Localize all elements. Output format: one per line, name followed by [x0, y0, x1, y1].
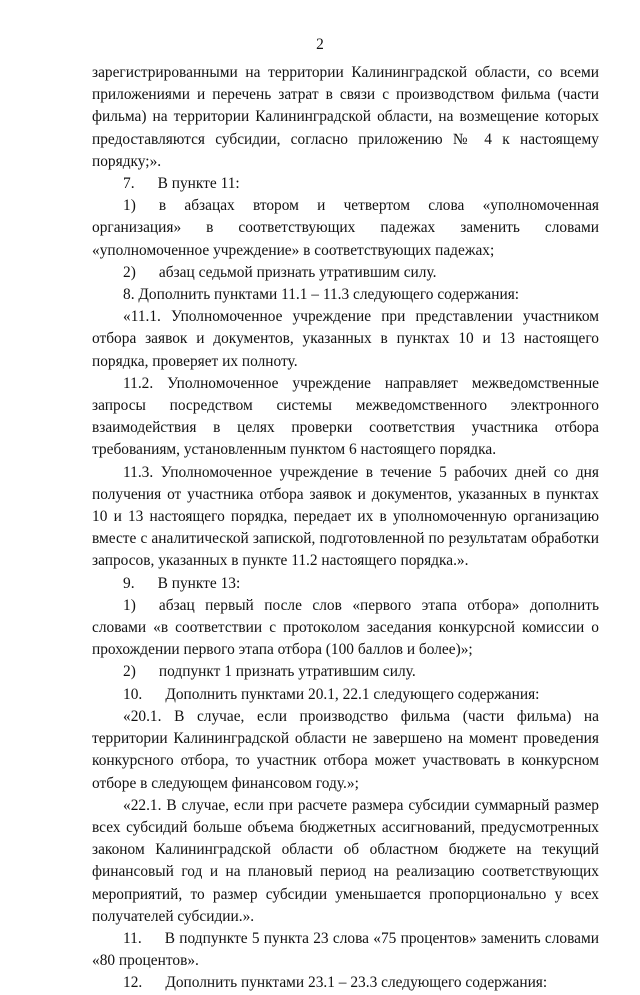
paragraph-item-7: 7. В пункте 11:	[123, 175, 240, 193]
paragraph-clause-11-1: «11.1. Уполномоченное учреждение при представлении участником отбора заявок и документов, указанных в пунктах 10 и 13 настоящего порядка, проверяет их полноту.	[92, 308, 599, 370]
paragraph-clause-20-1: «20.1. В случае, если производство фильма (части фильма) на территории Калининградской области не завершено на момент проведения конкурсного отбора, то участник отбора может участвовать в конкурсном отборе в следующем финансовом году.»;	[92, 707, 599, 792]
paragraph-item-7-1: 1) в абзацах втором и четвертом слова «уполномоченная организация» в соответствующих падежах заменить словами «уполномоченное учреждение» в соответствующих падежах;	[92, 197, 599, 259]
paragraph-clause-22-1: «22.1. В случае, если при расчете размера субсидии суммарный размер всех субсидий больше объема бюджетных ассигнований, предусмотренных законом Калининградской области об областном бюджете на текущий финансовый год и на плановый период на реализацию соответствующих мероприятий, то размер субсидии уменьшается пропорционально у всех получателей субсидии.».	[92, 796, 599, 925]
page-number: 2	[316, 36, 324, 53]
document-body	[92, 62, 599, 995]
paragraph-clause-11-2: 11.2. Уполномоченное учреждение направляет межведомственные запросы посредством системы межведомственного электронного взаимодействия в целях проверки соответствия участника отбора требованиям, установленным пунктом 6 настоящего порядка.	[92, 374, 599, 459]
paragraph-item-11: 11. В подпункте 5 пункта 23 слова «75 процентов» заменить словами «80 процентов».	[92, 929, 599, 970]
paragraph-item-9-1: 1) абзац первый после слов «первого этапа отбора» дополнить словами «в соответствии с протоколом заседания конкурсной комиссии о прохождении первого этапа отбора (100 баллов и более)»;	[92, 596, 599, 659]
paragraph-item-7-2: 2) абзац седьмой признать утратившим силу.	[123, 263, 437, 281]
paragraph-item-10: 10. Дополнить пунктами 20.1, 22.1 следующего содержания:	[123, 685, 540, 703]
paragraph-item-12: 12. Дополнить пунктами 23.1 – 23.3 следующего содержания:	[123, 974, 548, 992]
paragraph-item-9-2: 2) подпункт 1 признать утратившим силу.	[123, 663, 416, 681]
paragraph-item-9: 9. В пункте 13:	[123, 574, 241, 592]
paragraph-item-8: 8. Дополнить пунктами 11.1 – 11.3 следующего содержания:	[123, 286, 520, 304]
paragraph-clause-11-3: 11.3. Уполномоченное учреждение в течение 5 рабочих дней со дня получения от участника отбора заявок и документов, указанных в пунктах 10 и 13 настоящего порядка, передает их в уполномоченную организацию вместе с аналитической запиской, подготовленной по результатам обработки запросов, указанных в пункте 11.2 настоящего порядка.».	[92, 463, 599, 570]
paragraph-continuation: зарегистрированными на территории Калининградской области, со всеми приложениями и перечень затрат в связи с производством фильма (части фильма) на территории Калининградской области, на возмещение которых предоставляются субсидии, согласно приложению № 4 к настоящему порядку;».	[92, 64, 599, 170]
